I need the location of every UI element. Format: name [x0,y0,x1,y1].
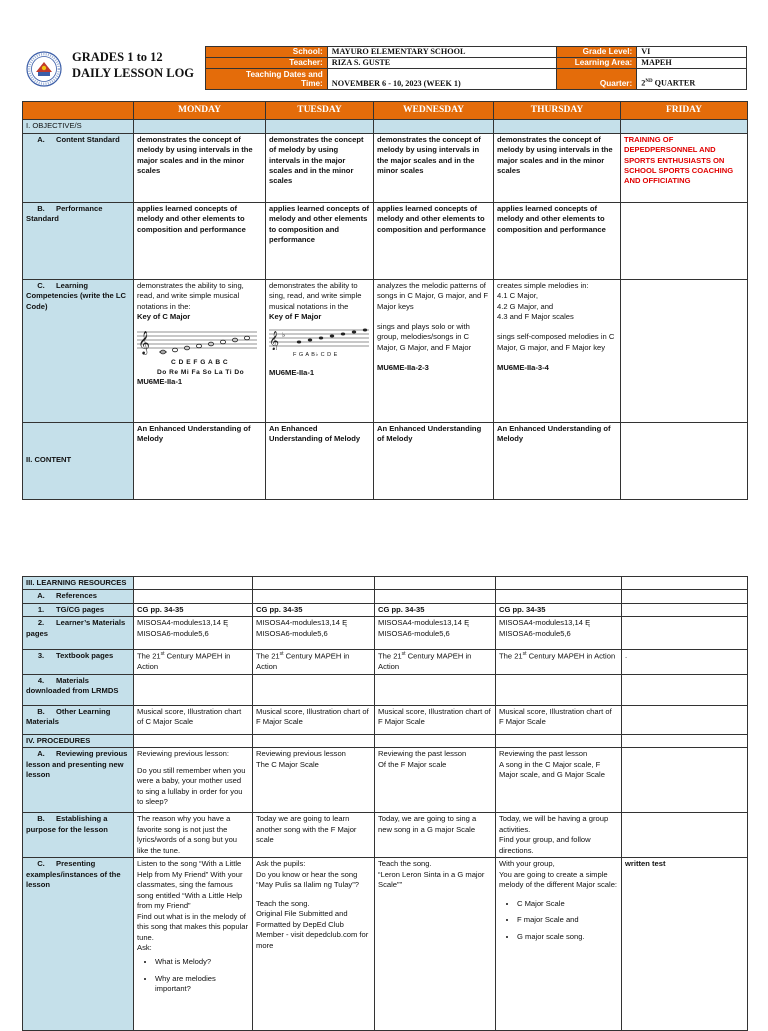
review-thursday [496,748,622,813]
quarter-value [637,69,747,90]
references-row [23,590,748,603]
presenting-text: “Leron Leron Sinta in a G major Scale”” [378,869,485,890]
row-label: Performance Standard [26,203,103,224]
competencies-monday [134,279,266,422]
lrmds-row [23,674,748,705]
svg-text:♭: ♭ [282,331,286,340]
section-fill-cell [622,734,748,747]
presenting-text: Do you know or hear the song “May Pulis sa Ilalim ng Tulay”? [256,869,359,890]
row-label: Textbook pages [56,651,114,661]
performance-standard-label [23,202,134,279]
day-header-monday: MONDAY [134,102,266,120]
procedures-section-row [23,734,748,747]
competencies-wednesday [374,279,494,422]
lc-code: MU6ME-IIa-1 [137,376,183,386]
f-major-staff [269,326,370,350]
scale-item: • G major scale song. [517,932,618,942]
teacher-value: RIZA S. GUSTE [327,58,557,69]
scale-item: • C Major Scale [517,899,618,909]
section-fill-cell [496,577,622,590]
other-materials-thursday: Musical score, Illustration chart of F Major Scale [496,705,622,734]
empty-cell [622,813,748,858]
review-tuesday [253,748,375,813]
section-fill-cell [621,120,748,133]
note-letters: F G A B♭ C D E [293,352,338,359]
row-label: References [56,591,97,601]
resources-section-row [23,577,748,590]
grade-level-value: VI [637,47,747,58]
lc-code: MU6ME-IIa-3-4 [497,363,549,373]
competency-text: sings and plays solo or with group, melodies/songs in C Major, G Major, and F Major [377,321,472,352]
quarter-number: 2 [641,79,646,88]
content-standard-wednesday: demonstrates the concept of melody by using intervals in the major scales and in the minor scales [374,133,494,202]
content-thursday: An Enhanced Understanding of Melody [494,422,621,499]
performance-standard-friday [621,202,748,279]
purpose-monday: The reason why you have a favorite song is not just the lyrics/words of a song but you like the tune. [134,813,253,858]
presenting-text: Teach the song. [378,859,432,869]
day-header-wednesday: WEDNESDAY [374,102,494,120]
content-label: II. CONTENT [23,422,134,499]
presenting-text: Listen to the song “With a Little Help from My Friend” With your classmates, sing the famous song entitled “With a Little Help from my Friend” [137,859,243,911]
scale-item: • F major Scale and [517,915,618,925]
performance-standard-wednesday: applies learned concepts of melody and other elements to composition and performance [374,202,494,279]
textbook-sup: st [160,651,165,658]
row-label: Content Standard [56,134,120,144]
day-header-row [23,102,748,120]
presenting-text: Teach the song. [256,898,310,908]
friday-training-note: TRAINING OF DEPEDPERSONNEL AND SPORTS ENTHUSIASTS ON SCHOOL SPORTS COACHING AND OFFICIATING [621,133,748,202]
purpose-label [23,813,134,858]
resources-procedures-table [22,576,748,1031]
content-standard-label [23,133,134,202]
references-label [23,590,134,603]
row-label: Learner’s Materials pages [26,618,126,638]
other-materials-tuesday: Musical score, Illustration chart of F Major Scale [253,705,375,734]
day-header-friday: FRIDAY [621,102,748,120]
row-label: Reviewing previous lesson and presenting new lesson [26,749,128,780]
presenting-friday: written test [622,858,748,1031]
resources-section-label: III. LEARNING RESOURCES [23,577,134,590]
textbook-label [23,650,134,674]
presenting-text: With your group, [499,859,555,869]
teacher-label: Teacher: [206,58,328,69]
content-friday [621,422,748,499]
empty-cell [622,617,748,650]
learning-area-label: Learning Area: [557,58,637,69]
row-label: TG/CG pages [56,604,105,614]
section-fill-cell [496,734,622,747]
row-number: A. [37,749,45,759]
f-major-staff-icon [269,326,369,350]
solfa-syllables: Do Re Mi Fa So La Ti Do [157,368,245,376]
textbook-pre: The 21 [499,651,523,661]
section-fill-cell [134,120,266,133]
textbook-tuesday [253,650,375,674]
other-materials-monday: Musical score, Illustration chart of C Major Scale [134,705,253,734]
competency-item: 4.2 G Major, and [497,301,554,311]
learners-materials-tuesday: MISOSA4-modules13,14 Ę MISOSA6-module5,6 [253,617,375,650]
content-tuesday: An Enhanced Understanding of Melody [266,422,374,499]
content-standard-thursday: demonstrates the concept of melody by using intervals in the major scales and in the minor scales [494,133,621,202]
review-monday [134,748,253,813]
tg-cg-row [23,603,748,616]
c-major-staff-icon [137,326,257,356]
performance-standard-tuesday: applies learned concepts of melody and other elements to composition and performance [266,202,374,279]
scale-list [499,899,618,942]
learning-competencies-label [23,279,134,422]
presenting-text: Find out what is in the melody of this song that makes this popular tune. [137,911,249,942]
row-number: 1. [37,604,45,614]
svg-text:𝄞: 𝄞 [138,330,150,355]
row-number: A. [37,591,45,601]
learners-materials-label [23,617,134,650]
empty-cell [496,674,622,705]
quarter-text: QUARTER [652,79,696,88]
textbook-friday: . [622,650,748,674]
row-number: B. [37,706,45,716]
learners-materials-row [23,617,748,650]
review-text: Reviewing previous lesson [256,749,346,759]
header [22,46,747,96]
purpose-thursday [496,813,622,858]
purpose-wednesday: Today, we are going to sing a new song in a G major Scale [375,813,496,858]
purpose-text: Today, we will be having a group activities. [499,814,609,834]
textbook-thursday [496,650,622,674]
question-list [137,957,249,994]
competency-text: sings self-composed melodies in C Major, G major, and F Major key [497,332,615,352]
empty-cell [622,705,748,734]
textbook-sup: st [401,651,406,658]
review-text: Reviewing the past lesson [499,749,588,759]
textbook-row [23,650,748,674]
presenting-thursday [496,858,622,1031]
presenting-text: Ask the pupils: [256,859,306,869]
textbook-wednesday [375,650,496,674]
review-text: Reviewing previous lesson: [137,749,230,759]
content-standard-monday: demonstrates the concept of melody by using intervals in the major scales and in the minor scales [134,133,266,202]
document-title [72,49,194,81]
teaching-dates-value: NOVEMBER 6 - 10, 2023 (WEEK 1) [327,69,557,90]
textbook-monday [134,650,253,674]
competency-text: creates simple melodies in: [497,280,589,290]
performance-standard-row [23,202,748,279]
competencies-friday [621,279,748,422]
review-text: Reviewing the past lesson [378,749,467,759]
review-text: Do you still remember when you were a baby, your mother used to sing a lullaby in order for you to sleep? [137,765,246,807]
learners-materials-monday: MISOSA4-modules13,14 Ę MISOSA6-module5,6 [134,617,253,650]
row-label: Learning Competencies (write the LC Code) [26,280,127,311]
tg-cg-wednesday: CG pp. 34-35 [375,603,496,616]
day-header-blank [23,102,134,120]
section-fill-cell [622,577,748,590]
key-label: Key of F Major [269,311,322,321]
c-major-staff [137,326,262,356]
deped-seal-icon [26,51,62,87]
empty-cell [622,603,748,616]
competency-text: demonstrates the ability to sing, read, and write simple musical notations in the [269,280,362,311]
review-text: The C Major Scale [256,759,319,769]
competency-item: 4.3 and F Major scales [497,311,574,321]
row-number: 4. [37,675,45,685]
learners-materials-thursday: MISOSA4-modules13,14 Ę MISOSA6-module5,6 [496,617,622,650]
objectives-section-label: I. OBJECTIVE/S [23,120,134,133]
tg-cg-monday: CG pp. 34-35 [134,603,253,616]
performance-standard-monday: applies learned concepts of melody and other elements to composition and performance [134,202,266,279]
learners-materials-wednesday: MISOSA4-modules13,14 Ę MISOSA6-module5,6 [375,617,496,650]
note-letters: C D E F G A B C [171,359,229,367]
presenting-text: Original File Submitted and Formatted by DepEd Club Member - visit depedclub.com for more [256,909,369,950]
section-fill-cell [374,120,494,133]
purpose-tuesday: Today we are going to learn another song with the F Major scale [253,813,375,858]
review-wednesday [375,748,496,813]
row-number: A. [37,134,45,144]
learning-area-value: MAPEH [637,58,747,69]
purpose-row [23,813,748,858]
review-label [23,748,134,813]
row-label: Materials downloaded from LRMDS [26,675,119,696]
title-line-1: GRADES 1 to 12 [72,50,163,64]
competencies-thursday [494,279,621,422]
content-standard-row [23,133,748,202]
teaching-dates-label [206,69,328,90]
lc-code: MU6ME-IIa-1 [269,368,315,378]
empty-cell [134,590,253,603]
performance-standard-thursday: applies learned concepts of melody and other elements to composition and performance [494,202,621,279]
textbook-post: Century MAPEH in Action [256,651,350,672]
row-number: B. [37,203,45,213]
section-fill-cell [266,120,374,133]
row-number: 3. [37,651,45,661]
school-label: School: [206,47,328,58]
section-fill-cell [494,120,621,133]
tg-cg-label [23,603,134,616]
presenting-text: Ask: [137,942,152,952]
header-info-table [205,46,747,90]
empty-cell [496,590,622,603]
row-number: 2. [37,618,45,628]
question-item: • Why are melodies important? [155,974,249,995]
tg-cg-tuesday: CG pp. 34-35 [253,603,375,616]
svg-text:𝄞: 𝄞 [269,331,280,351]
textbook-post: Century MAPEH in Action [378,651,472,672]
content-standard-tuesday: demonstrates the concept of melody by using intervals in the major scales and in the minor scales [266,133,374,202]
quarter-suffix: ND [645,79,653,85]
competency-text: analyzes the melodic patterns of songs in C Major, G major, and F Major keys [377,280,488,311]
other-materials-label [23,705,134,734]
other-materials-row [23,705,748,734]
empty-cell [134,674,253,705]
other-materials-wednesday: Musical score, Illustration chart of F Major Scale [375,705,496,734]
competencies-tuesday [266,279,374,422]
presenting-tuesday [253,858,375,1031]
presenting-text: You are going to create a simple melody of the different Major scale: [499,869,618,890]
presenting-monday [134,858,253,1031]
grade-level-label: Grade Level: [557,47,637,58]
section-fill-cell [253,577,375,590]
teaching-dates-label-line2: Time: [301,79,323,88]
review-row [23,748,748,813]
section-fill-cell [253,734,375,747]
empty-cell [375,590,496,603]
section-fill-cell [375,577,496,590]
title-line-2: DAILY LESSON LOG [72,66,195,80]
procedures-section-label: IV. PROCEDURES [23,734,134,747]
content-row [23,422,748,499]
textbook-pre: The 21 [137,651,161,661]
presenting-wednesday [375,858,496,1031]
empty-cell [622,674,748,705]
objectives-table [22,101,748,500]
textbook-sup: st [279,651,284,658]
section-fill-cell [134,734,253,747]
empty-cell [622,590,748,603]
competency-item: 4.1 C Major, [497,291,538,301]
empty-cell [253,590,375,603]
row-number: C. [37,859,45,869]
textbook-pre: The 21 [256,651,280,661]
textbook-post: Century MAPEH in Action [137,651,231,672]
competency-text: demonstrates the ability to sing, read, and write simple musical notations in the: [137,280,244,311]
school-value: MAYURO ELEMENTARY SCHOOL [327,47,557,58]
row-label: Establishing a purpose for the lesson [26,814,108,834]
purpose-text: Find your group, and follow directions. [499,835,591,855]
content-wednesday: An Enhanced Understanding of Melody [374,422,494,499]
day-header-thursday: THURSDAY [494,102,621,120]
teaching-dates-label-line1: Teaching Dates and [246,70,323,79]
empty-cell [375,674,496,705]
content-monday: An Enhanced Understanding of Melody [134,422,266,499]
section-fill-cell [375,734,496,747]
textbook-post: Century MAPEH in Action [526,651,616,661]
day-header-tuesday: TUESDAY [266,102,374,120]
presenting-label [23,858,134,1031]
row-label: Presenting examples/instances of the lesson [26,859,121,890]
row-number: B. [37,814,45,824]
lrmds-label [23,674,134,705]
row-label: Other Learning Materials [26,706,111,727]
empty-cell [253,674,375,705]
objectives-section-row [23,120,748,133]
empty-cell [622,748,748,813]
review-text: A song in the C Major scale, F Major scale, and G Major Scale [499,759,605,780]
review-text: Of the F Major scale [378,759,447,769]
key-label: Key of C Major [137,311,191,321]
presenting-row [23,858,748,1031]
tg-cg-thursday: CG pp. 34-35 [496,603,622,616]
learning-competencies-row [23,279,748,422]
row-number: C. [37,280,45,290]
textbook-sup: st [522,651,527,658]
section-fill-cell [134,577,253,590]
textbook-pre: The 21 [378,651,402,661]
lc-code: MU6ME-IIa-2-3 [377,363,429,373]
question-item: • What is Melody? [155,957,249,967]
quarter-label: Quarter: [557,69,637,90]
